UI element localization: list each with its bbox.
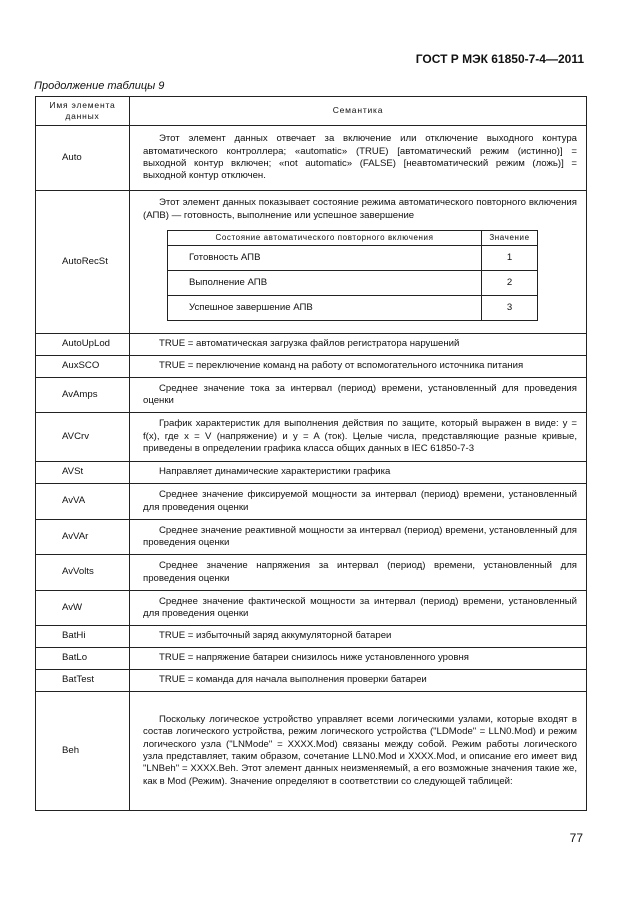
table-row bbox=[36, 520, 587, 555]
table-row bbox=[36, 648, 587, 670]
element-name: Auto bbox=[36, 126, 130, 191]
element-name: AuxSCO bbox=[36, 356, 130, 378]
subtable-value: 3 bbox=[482, 295, 538, 320]
subtable-state: Выполнение АПВ bbox=[168, 270, 482, 295]
subtable-state: Готовность АПВ bbox=[168, 245, 482, 270]
table-row bbox=[36, 462, 587, 484]
table-row bbox=[36, 378, 587, 413]
table-header-row bbox=[36, 97, 587, 126]
element-name: AutoRecSt bbox=[36, 191, 130, 334]
element-semantics: Среднее значение напряжения за интервал (период) времени, установленный для проведения оценки bbox=[130, 555, 587, 591]
column-header-semantics: Семантика bbox=[130, 97, 587, 126]
subtable-value: 2 bbox=[482, 270, 538, 295]
element-semantics: TRUE = переключение команд на работу от вспомогательного источника питания bbox=[130, 356, 587, 378]
subtable-state: Успешное завершение АПВ bbox=[168, 295, 482, 320]
element-name: BatHi bbox=[36, 626, 130, 648]
table-row bbox=[36, 191, 587, 334]
element-semantics: Этот элемент данных показывает состояние режима автоматического повторного включения (АПВ) — готовность, выполнение или успешное завершение Состояние автоматического повторного включения Значение Готовность АПВ 1 Выполнение АПВ 2 Успешное завершение АПВ 3 bbox=[130, 191, 587, 334]
element-semantics: Этот элемент данных отвечает за включение или отключение выходного контура автоматического контроллера; «automatic» (TRUE) [автоматический режим (истинно)] = выходной контур включен; «not automatic» (FALSE) [неавтоматический режим (ложь)] = выходной контур отключен. bbox=[130, 126, 587, 191]
element-name: AVCrv bbox=[36, 413, 130, 462]
element-name: AvVA bbox=[36, 484, 130, 520]
element-name: AvAmps bbox=[36, 378, 130, 413]
element-name: AvVolts bbox=[36, 555, 130, 591]
element-name: BatLo bbox=[36, 648, 130, 670]
element-semantics: Направляет динамические характеристики графика bbox=[130, 462, 587, 484]
element-semantics: TRUE = команда для начала выполнения проверки батареи bbox=[130, 670, 587, 692]
element-semantics: TRUE = автоматическая загрузка файлов регистратора нарушений bbox=[130, 334, 587, 356]
element-semantics: Среднее значение тока за интервал (период) времени, установленный для проведения оценки bbox=[130, 378, 587, 413]
table-row bbox=[36, 555, 587, 591]
element-name: Beh bbox=[36, 692, 130, 811]
element-name: AutoUpLod bbox=[36, 334, 130, 356]
element-semantics: График характеристик для выполнения действия по защите, который выражен в виде: y = f(x), где x = V (напряжение) и y = A (ток). Целые числа, представляющие разные кривые, приведены в определении графика класса общих данных в IEC 61850-7-3 bbox=[130, 413, 587, 462]
element-semantics: Среднее значение фиксируемой мощности за интервал (период) времени, установленный для проведения оценки bbox=[130, 484, 587, 520]
table-row bbox=[36, 626, 587, 648]
page-number: 77 bbox=[569, 831, 583, 845]
element-semantics: Среднее значение фактической мощности за интервал (период) времени, установленный для проведения оценки bbox=[130, 591, 587, 626]
subtable-row bbox=[168, 245, 538, 270]
element-name: AvW bbox=[36, 591, 130, 626]
table-caption: Продолжение таблицы 9 bbox=[34, 80, 165, 92]
element-name: AVSt bbox=[36, 462, 130, 484]
subtable-row bbox=[168, 270, 538, 295]
table-row bbox=[36, 126, 587, 191]
subtable-header-state: Состояние автоматического повторного включения bbox=[168, 230, 482, 245]
subtable-row bbox=[168, 295, 538, 320]
subtable-header-row bbox=[168, 230, 538, 245]
element-name: AvVAr bbox=[36, 520, 130, 555]
element-name: BatTest bbox=[36, 670, 130, 692]
table-row bbox=[36, 334, 587, 356]
data-elements-table bbox=[35, 96, 587, 811]
table-row bbox=[36, 670, 587, 692]
autorec-state-table bbox=[167, 230, 538, 321]
element-semantics: TRUE = избыточный заряд аккумуляторной батареи bbox=[130, 626, 587, 648]
element-semantics: Поскольку логическое устройство управляет всеми логическими узлами, которые входят в состав логического устройства, режим логического устройства ("LDMode" = LLN0.Mod) и режим логического узла ("LNMode" = XXXX.Mod) связаны между собой. Режим работы логического узла представляет, таким образом, сочетание LLN0.Mod и XXXX.Mod, и описание его имеет вид "LNBeh" = XXXX.Beh. Этот элемент данных неизменяемый, а его возможные значения такие же, как в Mod (Режим). Значение определяют в соответствии со следующей таблицей: bbox=[130, 692, 587, 811]
standard-designation: ГОСТ Р МЭК 61850-7-4—2011 bbox=[415, 52, 584, 66]
table-row bbox=[36, 484, 587, 520]
element-semantics: TRUE = напряжение батареи снизилось ниже установленного уровня bbox=[130, 648, 587, 670]
table-row bbox=[36, 591, 587, 626]
element-semantics: Среднее значение реактивной мощности за интервал (период) времени, установленный для проведения оценки bbox=[130, 520, 587, 555]
table-row bbox=[36, 692, 587, 811]
subtable-value: 1 bbox=[482, 245, 538, 270]
subtable-header-value: Значение bbox=[482, 230, 538, 245]
table-row bbox=[36, 413, 587, 462]
column-header-name: Имя элемента данных bbox=[36, 97, 130, 126]
table-row bbox=[36, 356, 587, 378]
